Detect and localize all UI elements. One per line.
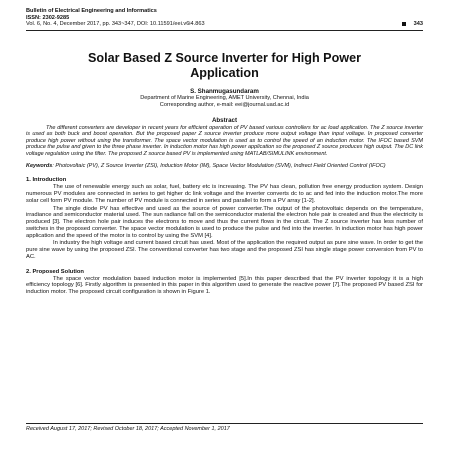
abstract-heading: Abstract (211, 116, 238, 124)
footer-rule (26, 423, 423, 424)
section-heading-proposed-solution: 2. Proposed Solution (26, 268, 84, 275)
title-line-1: Solar Based Z Source Inverter for High Power (88, 51, 361, 66)
journal-header (26, 8, 423, 28)
journal-issn: ISSN: 2302-9285 (26, 14, 70, 21)
page-number: 343 (413, 21, 423, 28)
section-heading-introduction: 1. Introduction (26, 177, 67, 184)
corresponding-author: Corresponding author, e-mail: eei@journal.uad.ac.id (159, 101, 290, 108)
proposed-paragraph-1: The space vector modulation based induction motor is implemented [5].In this paper described that the PV inverter topology it is a high efficiency topology [6]. Firstly algorithm is presented in this paper in this algorithm used to generate the reactive power [7].The proposed PV based ZSI for induction motor. The proposed circuit configuration is shown in Figure 1. (26, 275, 423, 296)
volume-line: Vol. 6, No. 4, December 2017, pp. 343~347, DOI: 10.11591/eei.v6i4.863 (26, 21, 205, 28)
keywords-block (26, 163, 423, 169)
square-bullet-icon (402, 22, 406, 26)
header-rule (26, 30, 423, 31)
intro-paragraph-3: In industry the high voltage and current based circuit has used. Most of the application the required output as pure sine wave. In order to get the pure sine wave by using the proposed ZSI. The conventional converter has two stage and the proposed ZSI has single stage power conversion from PV to AC. (26, 240, 423, 260)
journal-name: Bulletin of Electrical Engineering and Informatics (26, 8, 157, 14)
volume-line-row (26, 21, 423, 28)
intro-paragraph-1: The use of renewable energy such as solar, fuel, battery etc is increasing. The PV has clean, pollution free energy production system. Design numerous PV modules are connected in series to get higher dc link voltage and the inverter converts dc to ac and fed into the induction motor.The more solar cell form PV module. The number of PV module is connected in series and parallel to form a PV array [1-2]. (26, 184, 423, 204)
keywords-text: : Photovoltaic (PV), Z Source Inverter (ZSI), Induction Motor (IM), Space Vector Modulation (SVM), Indirect Field Oriented Control (IFOC) (52, 162, 386, 169)
paper-title (26, 51, 423, 80)
abstract-text: The different converters are developer in recent years for efficient operation of PV based various controllers for ac load application. The Z source inverter is used as both buck and boost operation. But the proposed paper Z source inverter produce more output voltage than input voltage. In proposed converter produce high power without using the transformer. The space vector modulation is used as to control the speed of an induction motor. The IFOC based SVM produce the pulse and given to the three phase inverter. In induction motor has high power application so the proposed Z source produces high output. The DC link voltage regulation using the filter. The proposed Z source based PV is implemented using MATLAB/SIMULINK environment. (26, 124, 423, 157)
title-line-2: Application (190, 65, 259, 80)
keywords-label: Keywords (26, 162, 53, 169)
received-dates: Received August 17, 2017; Revised October 18, 2017; Accepted November 1, 2017 (26, 426, 230, 432)
page-number-block (402, 21, 423, 28)
author-name: S. Shanmugasundaram (190, 88, 259, 96)
intro-paragraph-2: The single diode PV has effective and used as the source of power converter.The output of the photovoltaic depends on the temperature, irradiance and semiconductor material used. The sun radiance fall on the semiconductor material the electron hole pair is created and thus the electricity is produced [3]. The electron hole pair induces the electrons to move and thus the current flows in the circuit. The Z source inverter has less number of switches in the proposed converter. The space vector modulation is used to produce the pulse and fed into the inverter. In induction motor has high power application and the speed of the motor is to control by using the SVM [4]. (26, 205, 423, 239)
author-affiliation: Department of Marine Engineering, AMET University, Chennai, India (140, 95, 309, 102)
